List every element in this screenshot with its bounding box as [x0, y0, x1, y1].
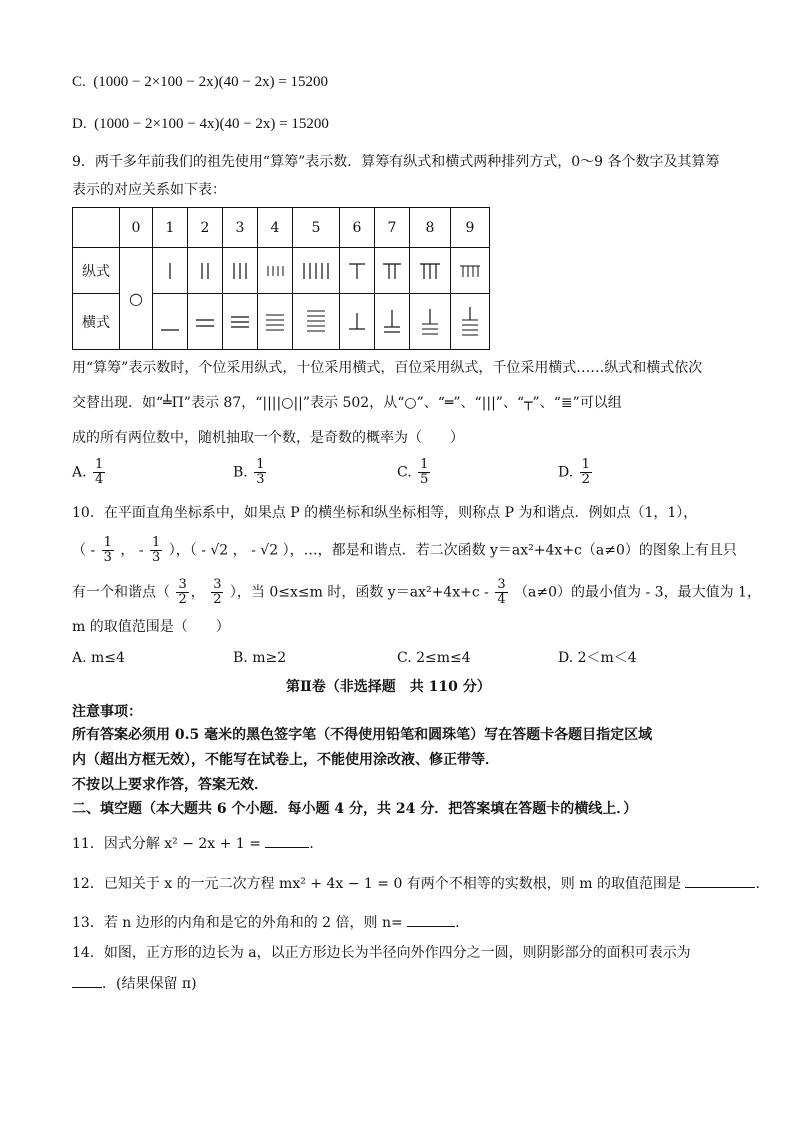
notice-title: 注意事项： [72, 704, 142, 720]
part-title: 二、填空题（本大题共 6 个小题．每小题 4 分，共 24 分．把答案填在答题卡的横线上．） [72, 801, 638, 817]
q14-line2: ．(结果保留 π) [72, 973, 197, 994]
q10-option-c: C. 2≤m≤4 [397, 650, 471, 666]
option-label: D. [558, 464, 574, 481]
q9-option-d [558, 458, 594, 487]
answer-blank[interactable] [265, 833, 309, 848]
q13: 13．若 n 边形的内角和是它的外角和的 2 倍，则 n= ． [72, 912, 469, 933]
q11-text: 11．因式分解 x² − 2x + 1 = [72, 836, 261, 852]
fraction-three-quarters: $\frac{3}{4}$ [497, 577, 506, 607]
table-header-cell: 1 [153, 208, 188, 248]
vertical-rod-4-icon [258, 248, 293, 294]
answer-blank[interactable] [685, 873, 755, 888]
option-fraction: $\frac{1}{3}$ [256, 457, 265, 487]
notice-line1: 所有答案必须用 0.5 毫米的黑色签字笔（不得使用铅笔和圆珠笔）写在答题卡各题目指定区域 [72, 727, 653, 743]
q11: 11．因式分解 x² − 2x + 1 = ． [72, 833, 323, 854]
vertical-rod-5-icon [293, 248, 340, 294]
option-label: B. [233, 464, 248, 481]
q8-option-c-expr: (1000 − 2×100 − 2x)(40 − 2x) = 15200 [93, 74, 329, 90]
horizontal-rod-6-icon [340, 294, 375, 350]
q10-option-d: D. 2＜m＜4 [558, 650, 637, 666]
table-header-cell: 3 [223, 208, 258, 248]
q9-line3: 用“算筹”表示数时，个位采用纵式，十位采用横式，百位采用纵式，千位采用横式……纵式和横式依次 [72, 360, 703, 376]
fraction-three-halves: $\frac{3}{2}$ [178, 577, 187, 607]
option-label: A. [72, 464, 87, 481]
answer-blank[interactable] [407, 912, 455, 927]
q12-text: 12．已知关于 x 的一元二次方程 mx² + 4x − 1 = 0 有两个不相等的实数根，则 m 的取值范围是 [72, 876, 681, 892]
q10-line3: 有一个和谐点（ $\frac{3}{2}$ ， $\frac{3}{2}$ ），当 0≤x≤m 时，函数 y＝ax²+4x+c - $\frac{3}{4}$ （a≠0）的最小值为 - 3，最大值为 1， [72, 577, 761, 607]
q9-option-c [397, 458, 432, 487]
q9-line1: 9．两千多年前我们的祖先使用“算筹”表示数．算筹有纵式和横式两种排列方式，0～9 各个数字及其算筹 [72, 154, 720, 170]
suanchou-table [72, 207, 490, 350]
table-header-cell [73, 208, 120, 248]
vertical-rod-9-icon [451, 248, 490, 294]
horizontal-rod-3-icon [223, 294, 258, 350]
q9-option-b [233, 458, 268, 487]
q9-line5: 成的所有两位数中，随机抽取一个数，是奇数的概率为（ ） [72, 430, 464, 446]
option-fraction: $\frac{1}{5}$ [420, 457, 429, 487]
q10-option-a: A. m≤4 [72, 650, 125, 666]
horizontal-rod-1-icon [153, 294, 188, 350]
notice-line2: 内（超出方框无效），不能写在试卷上，不能使用涂改液、修正带等． [72, 752, 499, 768]
q10-line2: （ - $\frac{1}{3}$ ， - $\frac{1}{3}$ ），（ - √2 ， - √2 ），…，都是和谐点．若二次函数 y＝ax²+4x+c（a≠0）的图象上有且只 [72, 535, 737, 565]
option-fraction: $\frac{1}{4}$ [95, 457, 104, 487]
vertical-rod-8-icon [410, 248, 451, 294]
fraction-one-third: $\frac{1}{3}$ [103, 535, 112, 565]
answer-blank[interactable] [72, 973, 102, 988]
q10-option-b: B. m≥2 [233, 650, 287, 666]
q8-option-c [72, 72, 328, 92]
table-header-cell: 7 [375, 208, 410, 248]
horizontal-rod-8-icon [410, 294, 451, 350]
table-row-vertical [73, 248, 490, 294]
fraction-one-third: $\frac{1}{3}$ [152, 535, 161, 565]
vertical-rod-2-icon [188, 248, 223, 294]
fraction-three-halves: $\frac{3}{2}$ [213, 577, 222, 607]
horizontal-rod-9-icon [451, 294, 490, 350]
horizontal-rod-5-icon [293, 294, 340, 350]
q8-option-d [72, 114, 329, 134]
table-header-cell: 9 [451, 208, 490, 248]
row-label-vertical: 纵式 [73, 248, 120, 294]
table-header-cell: 4 [258, 208, 293, 248]
vertical-rod-7-icon [375, 248, 410, 294]
table-header-cell: 2 [188, 208, 223, 248]
q10-line4: m 的取值范围是（ ） [72, 619, 230, 635]
q10-line1: 10．在平面直角坐标系中，如果点 P 的横坐标和纵坐标相等，则称点 P 为和谐点．例如点（1，1）， [72, 505, 698, 521]
table-header-cell: 8 [410, 208, 451, 248]
section-title: 第Ⅱ卷（非选择题 共 110 分） [286, 679, 491, 695]
vertical-rod-3-icon [223, 248, 258, 294]
q12: 12．已知关于 x 的一元二次方程 mx² + 4x − 1 = 0 有两个不相等的实数根，则 m 的取值范围是 ． [72, 873, 769, 894]
q13-text: 13．若 n 边形的内角和是它的外角和的 2 倍，则 n= [72, 915, 403, 931]
table-header-cell: 6 [340, 208, 375, 248]
horizontal-rod-4-icon [258, 294, 293, 350]
q8-option-d-expr: (1000 − 2×100 − 4x)(40 − 2x) = 15200 [94, 116, 329, 132]
q8-option-d-label: D. [72, 116, 87, 132]
vertical-rod-6-icon [340, 248, 375, 294]
table-header-row [73, 208, 490, 248]
horizontal-rod-2-icon [188, 294, 223, 350]
q9-line2: 表示的对应关系如下表： [72, 182, 226, 198]
notice-line3: 不按以上要求作答，答案无效． [72, 777, 268, 793]
q9-option-a [72, 458, 107, 487]
option-fraction: $\frac{1}{2}$ [581, 457, 590, 487]
table-header-cell: 5 [293, 208, 340, 248]
row-label-horizontal: 横式 [73, 294, 120, 350]
option-label: C. [397, 464, 412, 481]
horizontal-rod-7-icon [375, 294, 410, 350]
q9-line4: 交替出现．如“╧Π”表示 87，“||||○||”表示 502，从“○”、“═”、“|||”、“┬”、“≣”可以组 [72, 395, 622, 411]
zero-rod-glyph: ○ [120, 248, 153, 350]
table-header-cell: 0 [120, 208, 153, 248]
q8-option-c-label: C. [72, 74, 86, 90]
q14-line1: 14．如图，正方形的边长为 a，以正方形边长为半径向外作四分之一圆，则阴影部分的面积可表示为 [72, 945, 691, 961]
vertical-rod-1-icon [153, 248, 188, 294]
